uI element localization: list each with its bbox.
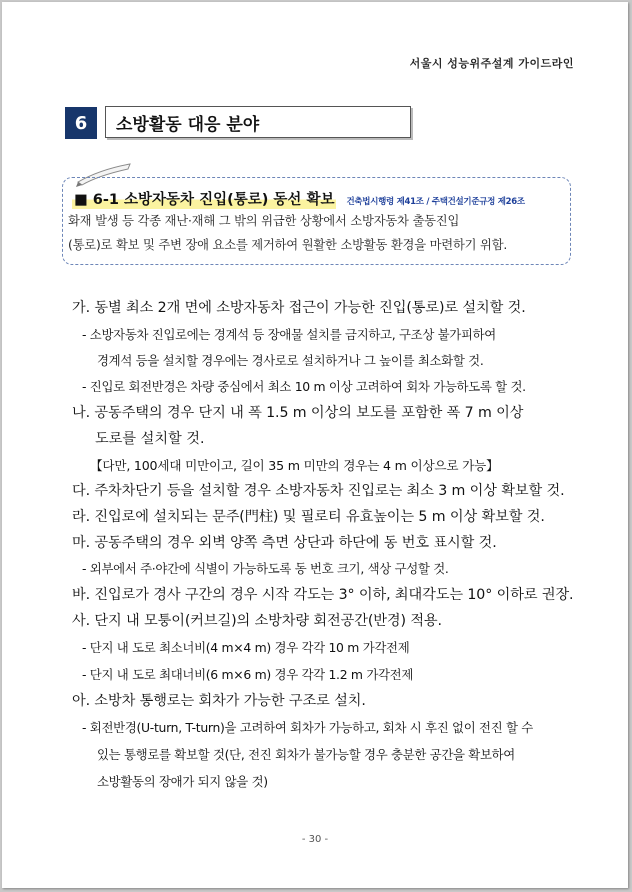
summary-text (68, 209, 568, 257)
summary-line: (통로)로 확보 및 주변 장애 요소를 제거하여 원활한 소방활동 환경을 마련하기 위함. (68, 238, 508, 252)
item-na-continued: 도로를 설치할 것. (95, 431, 205, 447)
running-head: 서울시 성능위주설계 가이드라인 (409, 57, 574, 70)
item-ga: 가. 동별 최소 2개 면에 소방자동차 접근이 가능한 진입(통로)로 설치할 것. (72, 300, 526, 316)
sub-item: - 소방자동차 진입로에는 경계석 등 장애물 설치를 금지하고, 구조상 불가피하여 (82, 327, 496, 342)
item-sa: 사. 단지 내 모퉁이(커브길)의 소방차량 회전공간(반경) 적용. (72, 613, 442, 629)
document-page (2, 2, 628, 888)
subsection-title: ■ 6-1 소방자동차 진입(통로) 동선 확보 (72, 188, 336, 209)
section-number: 6 (65, 107, 97, 139)
sub-item: - 단지 내 도로 최소너비(4 m×4 m) 경우 각각 10 m 가각전제 (82, 640, 410, 655)
page-number: - 30 - (301, 834, 329, 845)
proviso-note: 【다만, 100세대 미만이고, 길이 35 m 미만의 경우는 4 m 이상으로 가능】 (90, 458, 499, 473)
item-a: 아. 소방차 통행로는 회차가 가능한 구조로 설치. (72, 693, 366, 709)
sub-item: - 단지 내 도로 최대너비(6 m×6 m) 경우 각각 1.2 m 가각전제 (82, 667, 414, 682)
section-title-box (105, 106, 411, 138)
item-ra: 라. 진입로에 설치되는 문주(門柱) 및 필로티 유효높이는 5 m 이상 확보할 것. (72, 509, 545, 525)
sub-item-continued: 경계석 등을 설치할 경우에는 경사로로 설치하거나 그 높이를 최소화할 것. (97, 353, 484, 368)
item-ma: 마. 공동주택의 경우 외벽 양쪽 측면 상단과 하단에 동 번호 표시할 것. (72, 535, 497, 551)
sub-item: - 외부에서 주·야간에 식별이 가능하도록 동 번호 크기, 색상 구성할 것. (82, 561, 449, 576)
item-na: 나. 공동주택의 경우 단지 내 폭 1.5 m 이상의 보도를 포함한 폭 7 m 이상 (72, 405, 524, 421)
item-da: 다. 주차차단기 등을 설치할 경우 소방자동차 진입로는 최소 3 m 이상 확보할 것. (72, 483, 565, 499)
section-title: 소방활동 대응 분야 (116, 114, 260, 135)
subsection-heading (72, 188, 525, 209)
item-ba: 바. 진입로가 경사 구간의 경우 시작 각도는 3° 이하, 최대각도는 10° 이하로 권장. (72, 587, 574, 603)
legal-reference: 건축법시행령 제41조 / 주택건설기준규정 제26조 (346, 197, 525, 207)
sub-item-continued: 소방활동의 장애가 되지 않을 것) (97, 774, 268, 789)
summary-line: 화재 발생 등 각종 재난·재해 그 밖의 위급한 상황에서 소방자동차 출동진입 (68, 214, 460, 228)
sub-item-continued: 있는 통행로를 확보할 것(단, 전진 회차가 불가능할 경우 충분한 공간을 확보하여 (97, 747, 515, 762)
sub-item: - 진입로 회전반경은 차량 중심에서 최소 10 m 이상 고려하여 회차 가능하도록 할 것. (82, 379, 526, 394)
sub-item: - 회전반경(U-turn, T-turn)을 고려하여 회차가 가능하고, 회차 시 후진 없이 전진 할 수 (82, 720, 533, 735)
